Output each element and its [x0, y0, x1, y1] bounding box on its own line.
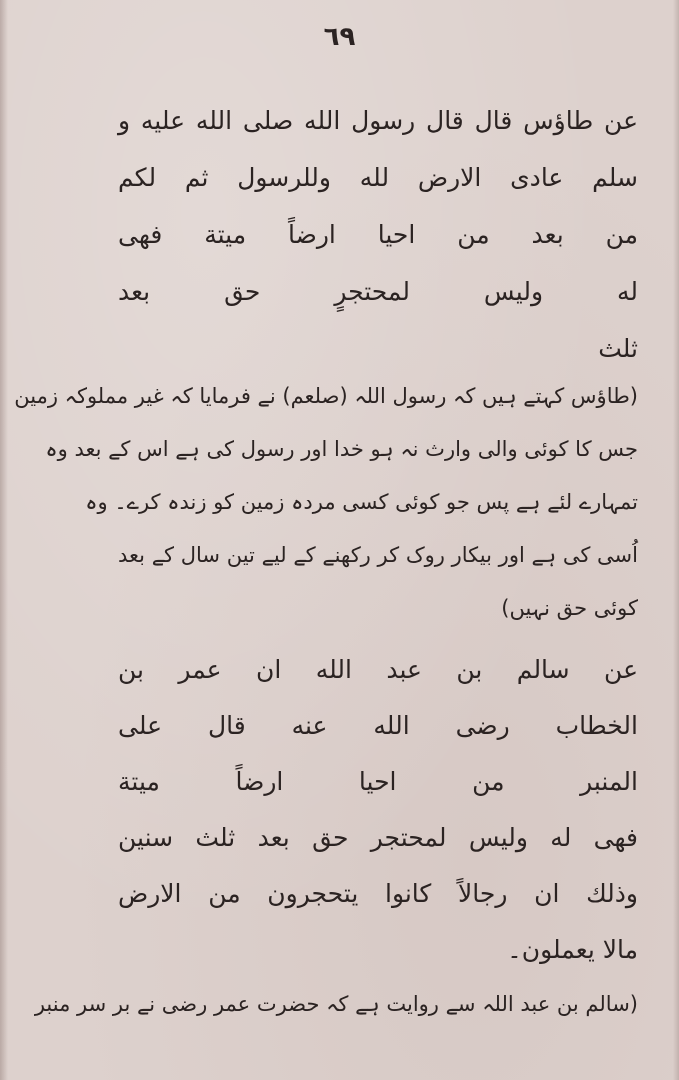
text-line: فهى له وليس لمحتجر حق بعد ثلث سنين [118, 823, 638, 852]
text-line: کوئی حق نہیں) [501, 596, 638, 620]
text-line: الخطاب رضى الله عنه قال على [118, 711, 638, 740]
text-line: من بعد من احيا ارضاً ميتة فهى [118, 220, 638, 249]
text-line: وذلك ان رجالاً كانوا يتحجرون من الارض [118, 879, 638, 908]
text-line: عن طاؤس قال قال رسول الله صلى الله عليه و [118, 106, 638, 135]
hadith-2-arabic-text [118, 642, 638, 978]
text-line: سلم عادى الارض لله وللرسول ثم لكم [118, 163, 638, 192]
text-line: ثلث [598, 334, 638, 363]
text-line: المنبر من احيا ارضاً ميتة [118, 767, 638, 796]
hadith-1-arabic-text [118, 92, 638, 377]
text-line: جس کا کوئی والی وارث نہ ہو خدا اور رسول کی ہے اس کے بعد وہ [45, 437, 638, 461]
page-right-edge-shadow [673, 0, 679, 1080]
hadith-2-urdu-translation [34, 980, 638, 1028]
text-line: مالا يعملون۔ [507, 935, 638, 964]
text-line: عن سالم بن عبد الله ان عمر بن [118, 655, 638, 684]
text-line: اُسی کی ہے اور بیکار روک کر رکھنے کے لیے تین سال کے بعد [118, 543, 638, 567]
text-line: (سالم بن عبد اللہ سے روایت ہے کہ حضرت عمر رضی نے بر سر منبر [34, 992, 638, 1016]
page-number: ٦٩ [323, 22, 356, 52]
text-line: له وليس لمحتجرٍ حق بعد [118, 277, 638, 306]
text-line: تمہارے لئے ہے پس جو کوئی کسی مردہ زمین کو زندہ کرے۔ وہ [85, 490, 638, 514]
page-left-edge-shadow [0, 0, 8, 1080]
text-line: (طاؤس کہتے ہیں کہ رسول اللہ (صلعم) نے فرمایا کہ غیر مملوکہ زمین [14, 384, 638, 408]
hadith-1-urdu-translation [14, 370, 638, 635]
